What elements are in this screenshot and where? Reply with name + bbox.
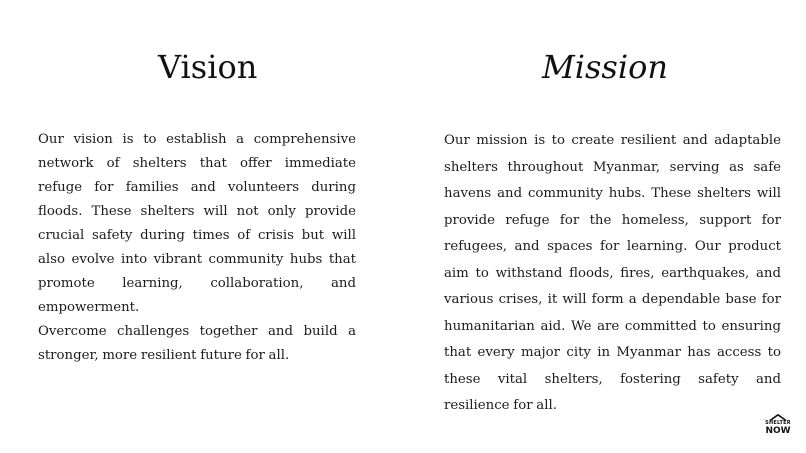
vision-tagline: Overcome challenges together and build a stronger, more resilient future for all. [38,324,356,363]
logo-text-now: NOW [765,426,791,436]
vision-paragraph: Our vision is to establish a comprehensive network of shelters that offer immediate refuge for families and volunteers during floods. These shelters will not only provide crucial safety during times of crisis but will also evolve into vibrant community hubs that promote learning, collaboration, and empowerment. [38,132,356,315]
mission-paragraph: Our mission is to create resilient and adaptable shelters throughout Myanmar, serving as safe havens and community hubs. These shelters will provide refuge for the homeless, support for refugees, and spaces for learning. Our product aim to withstand floods, fires, earthquakes, and various crises, it will form a dependable base for humanitarian aid. We are committed to ensuring that every major city in Myanmar has access to these vital shelters, fostering safety and resilience for all. [444,133,781,413]
logo-text-shelter: SHELTER [765,420,791,426]
vision-heading: Vision [158,48,258,86]
mission-heading: Mission [542,48,668,86]
shelter-now-logo [760,414,796,442]
